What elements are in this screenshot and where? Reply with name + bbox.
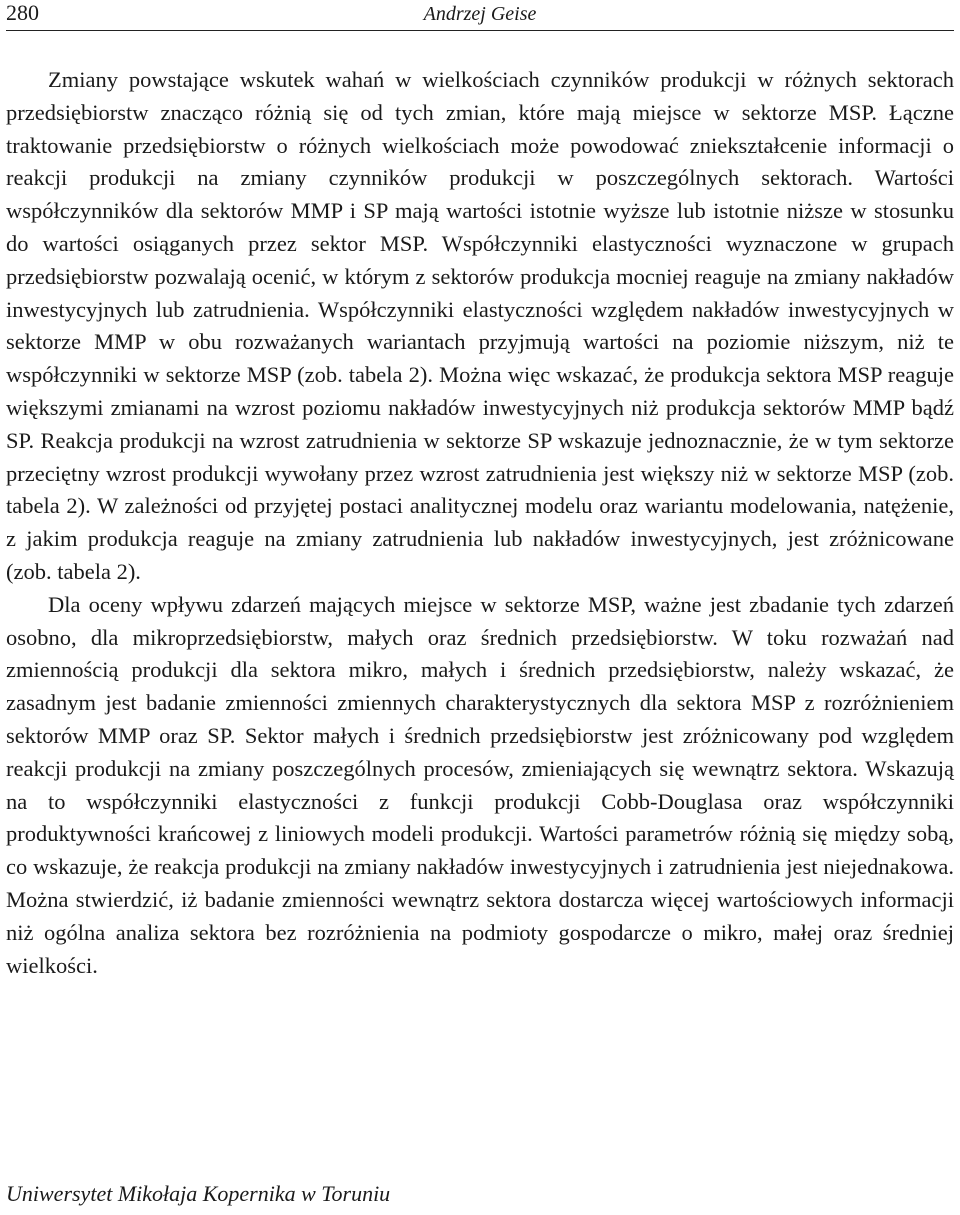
author-affiliation: Uniwersytet Mikołaja Kopernika w Toruniu	[6, 1181, 391, 1206]
page-header	[6, 0, 954, 31]
paragraph: Zmiany powstające wskutek wahań w wielkościach czynników produkcji w różnych sektorach przedsiębiorstw znacząco różnią się od tych zmian, które mają miejsce w sektorze MSP. Łączne traktowanie przedsiębiorstw o różnych wielkościach może powodować zniekształcenie informacji o reakcji produkcji na zmiany czynników produkcji w poszczególnych sektorach. Wartości współczynników dla sektorów MMP i SP mają wartości istotnie wyższe lub istotnie niższe w stosunku do wartości osiąganych przez sektor MSP. Współczynniki elastyczności wyznaczone w grupach przedsiębiorstw pozwalają ocenić, w którym z sektorów produkcja mocniej reaguje na zmiany nakładów inwestycyjnych lub zatrudnienia. Współczynniki elastyczności względem nakładów inwestycyjnych w sektorze MMP w obu rozważanych wariantach przyjmują wartości na poziomie niższym, niż te współczynniki w sektorze MSP (zob. tabela 2). Można więc wskazać, że produkcja sektora MSP reaguje większymi zmianami na wzrost poziomu nakładów inwestycyjnych niż produkcja sektorów MMP bądź SP. Reakcja produkcji na wzrost zatrudnienia w sektorze SP wskazuje jednoznacznie, że w tym sektorze przeciętny wzrost produkcji wywołany przez wzrost zatrudnienia jest większy niż w sektorze MSP (zob. tabela 2). W zależności od przyjętej postaci analitycznej modelu oraz wariantu modelowania, natężenie, z jakim produkcja reaguje na zmiany zatrudnienia lub nakładów inwestycyjnych, jest zróżnicowane (zob. tabela 2).	[6, 67, 954, 584]
running-head-author: Andrzej Geise	[423, 3, 537, 25]
page-number: 280	[6, 0, 39, 25]
body-text	[6, 64, 954, 982]
paragraph: Dla oceny wpływu zdarzeń mających miejsce w sektorze MSP, ważne jest zbadanie tych zdarzeń osobno, dla mikroprzedsiębiorstw, małych oraz średnich przedsiębiorstw. W toku rozważań nad zmiennością produkcji dla sektora mikro, małych i średnich przedsiębiorstw, należy wskazać, że zasadnym jest badanie zmienności zmiennych charakterystycznych dla sektora MSP z rozróżnieniem sektorów MMP oraz SP. Sektor małych i średnich przedsiębiorstw jest zróżnicowany pod względem reakcji produkcji na zmiany poszczególnych procesów, zmieniających się wewnątrz sektora. Wskazują na to współczynniki elastyczności z funkcji produkcji Cobb-Douglasa oraz współczynniki produktywności krańcowej z liniowych modeli produkcji. Wartości parametrów różnią się między sobą, co wskazuje, że reakcja produkcji na zmiany nakładów inwestycyjnych i zatrudnienia jest niejednakowa. Można stwierdzić, iż badanie zmienności wewnątrz sektora dostarcza więcej wartościowych informacji niż ogólna analiza sektora bez rozróżnienia na podmioty gospodarcze o mikro, małej oraz średniej wielkości.	[6, 591, 954, 978]
